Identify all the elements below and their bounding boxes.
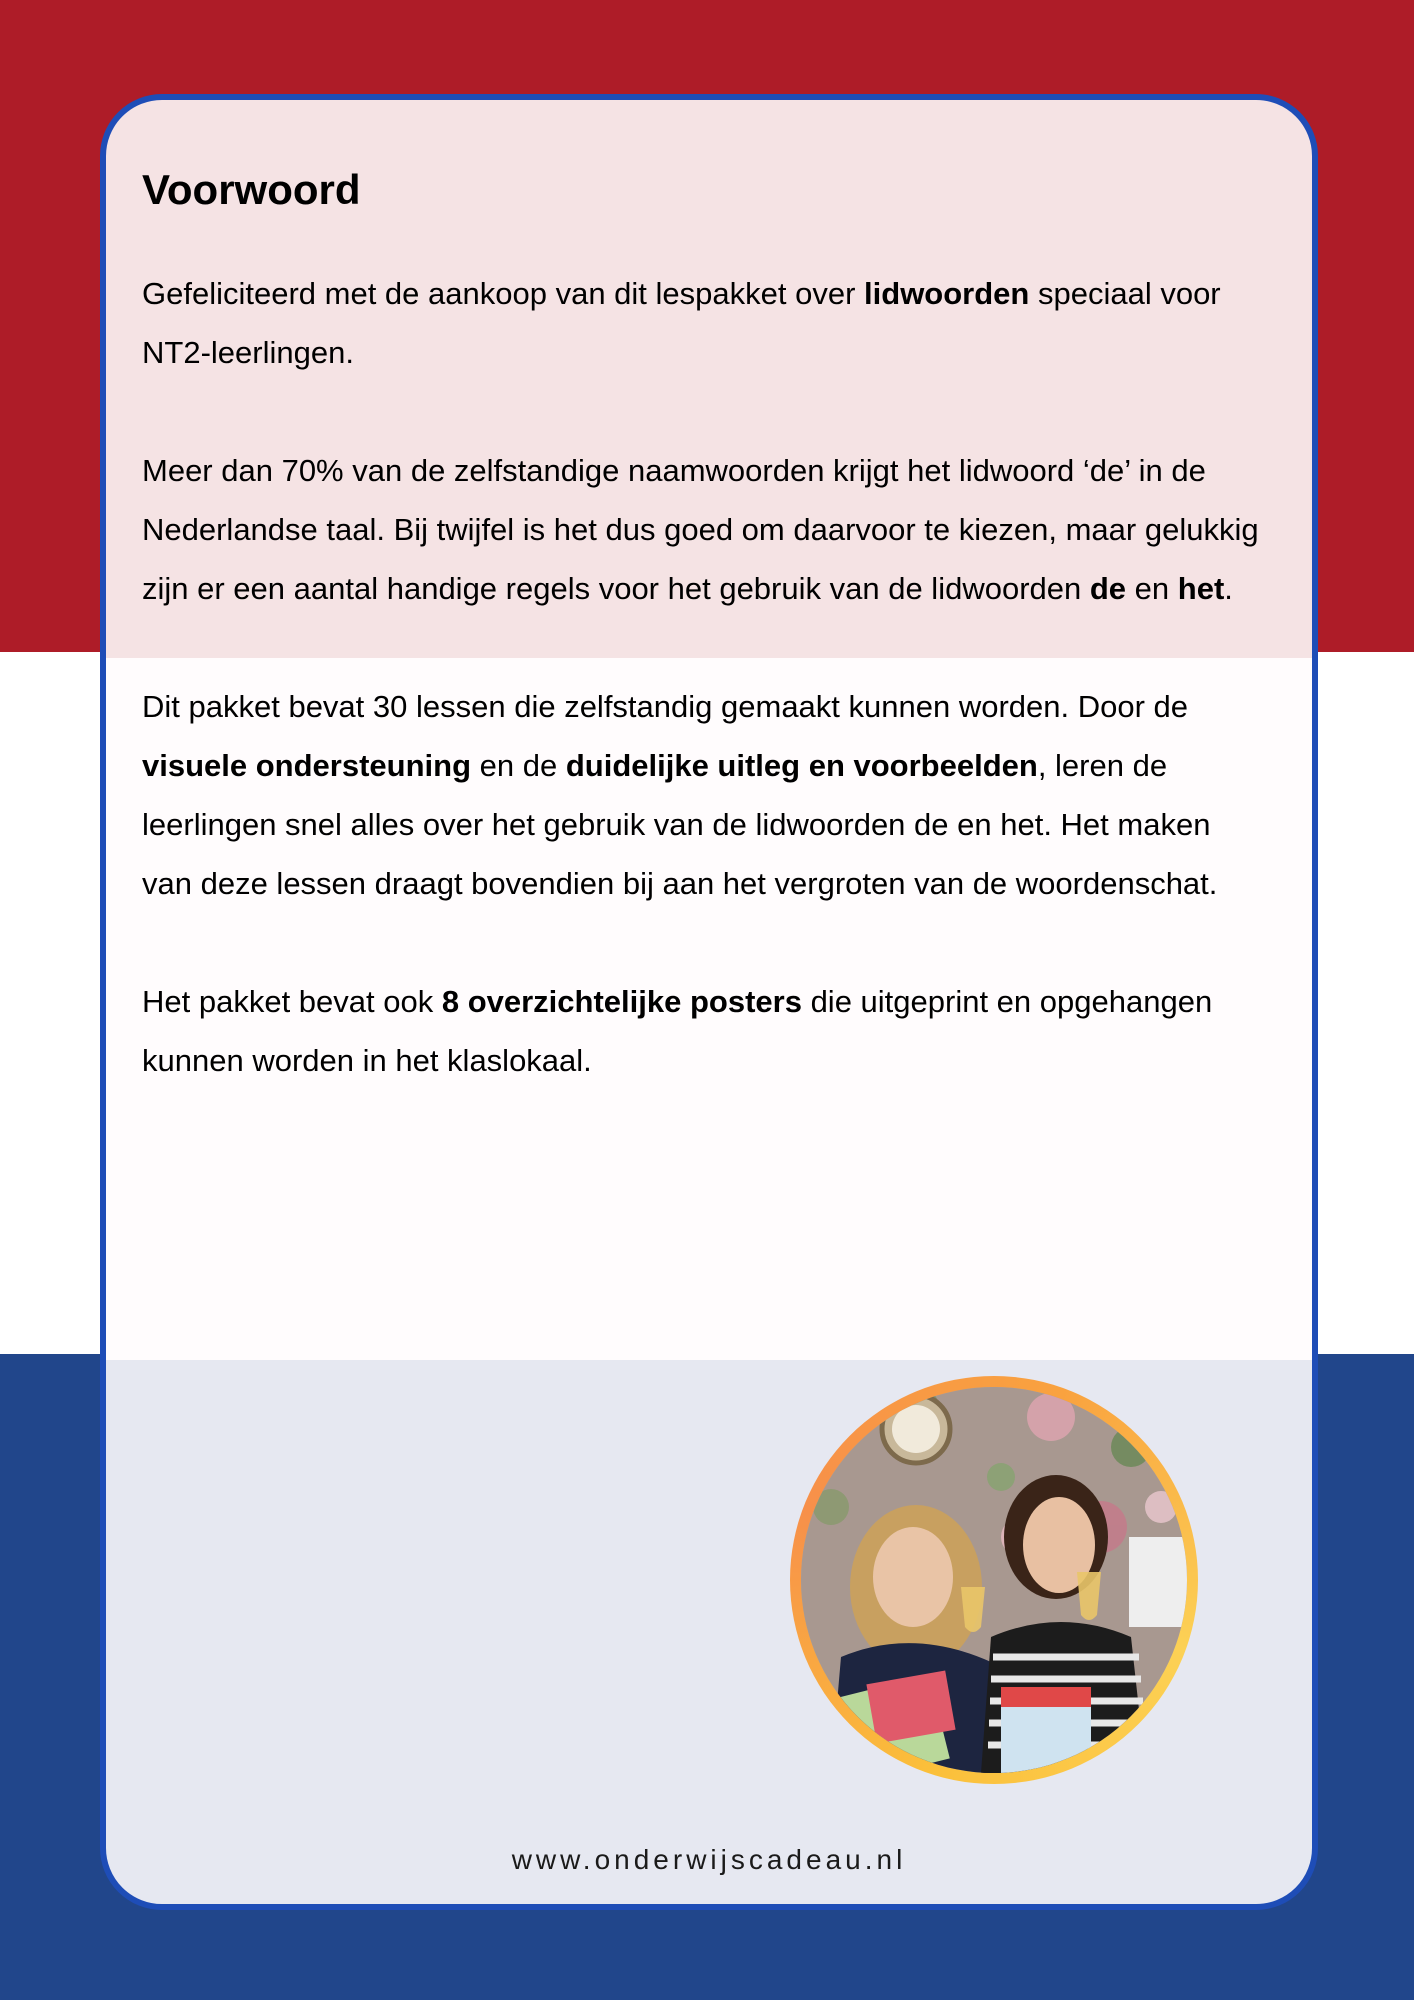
text: Het pakket bevat ook xyxy=(142,984,442,1019)
bold-text: 8 overzichtelijke posters xyxy=(441,984,802,1019)
text: . xyxy=(1224,571,1233,606)
bold-text: het xyxy=(1177,571,1225,606)
foreword-content xyxy=(142,164,1262,1149)
bold-text: duidelijke uitleg en voorbeelden xyxy=(565,748,1038,783)
authors-photo-frame xyxy=(790,1376,1198,1784)
paragraph-intro xyxy=(142,264,1262,382)
page-title: Voorwoord xyxy=(142,166,361,213)
text: en de xyxy=(471,748,566,783)
text: Meer dan 70% van de zelfstandige naamwoorden krijgt het lidwoord ‘de’ in de Nederlandse taal. Bij twijfel is het dus goed om daarvoor te kiezen, maar gelukkig zijn er een aantal handige regels voor het gebruik van de lidwoorden xyxy=(142,453,1259,606)
text: , leren de leerlingen snel alles over het gebruik van de lidwoorden de en het. Het maken van deze lessen draagt bovendien bij aan het vergroten van de woordenschat. xyxy=(142,748,1218,901)
text: Dit pakket bevat 30 lessen die zelfstandig gemaakt kunnen worden. Door de xyxy=(142,689,1189,724)
bold-text: lidwoorden xyxy=(864,276,1030,311)
bold-text: de xyxy=(1089,571,1127,606)
bold-text: visuele ondersteuning xyxy=(142,748,472,783)
text: en xyxy=(1126,571,1178,606)
website-url: www.onderwijscadeau.nl xyxy=(511,1844,907,1875)
foreword-card xyxy=(100,94,1318,1910)
authors-photo xyxy=(801,1387,1187,1773)
text: Gefeliciteerd met de aankoop van dit lespakket over xyxy=(142,276,865,311)
text: speciaal voor NT2-leerlingen. xyxy=(142,276,1221,370)
paragraph-lessons xyxy=(142,677,1262,913)
paragraph-posters xyxy=(142,972,1262,1090)
paragraph-articles xyxy=(142,441,1262,618)
text: die uitgeprint en opgehangen kunnen worden in het klaslokaal. xyxy=(142,984,1213,1078)
